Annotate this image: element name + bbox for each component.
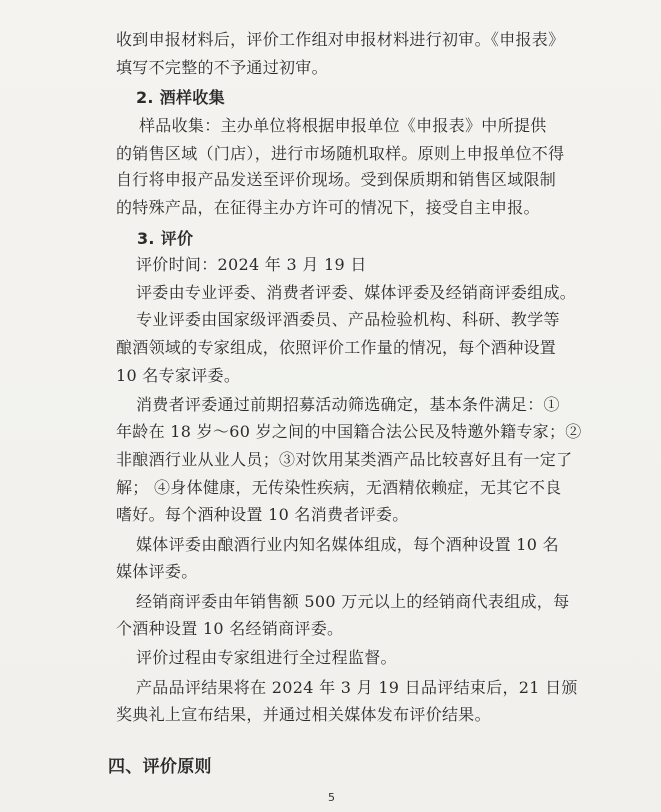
text-line: 消费者评委通过前期招募活动筛选确定，基本条件满足：① — [136, 395, 560, 414]
text-line: 填写不完整的不予通过初审。 — [116, 58, 328, 77]
chapter-heading: 四、评价原则 — [108, 757, 212, 777]
text-line: 收到申报材料后，评价工作组对申报材料进行初审。《申报表》 — [116, 30, 565, 49]
text-line: 非酿酒行业从业人员；③对饮用某类酒产品比较喜好且有一定了 — [116, 450, 573, 469]
text-line: 评价过程由专家组进行全过程监督。 — [136, 648, 397, 667]
text-line: 评价时间：2024 年 3 月 19 日 — [136, 255, 367, 274]
section-heading: 3. 评价 — [137, 229, 194, 248]
text-line: 解； ④身体健康，无传染性疾病，无酒精依赖症，无其它不良 — [116, 478, 562, 497]
text-line: 10 名专家评委。 — [116, 366, 241, 385]
text-line: 嗜好。每个酒种设置 10 名消费者评委。 — [116, 505, 409, 524]
text-line: 媒体评委。 — [116, 562, 198, 581]
text-line: 样品收集：主办单位将根据申报单位《申报表》中所提供 — [139, 116, 547, 135]
text-line: 酿酒领域的专家组成，依照评价工作量的情况，每个酒种设置 — [116, 338, 557, 357]
text-line: 的特殊产品，在征得主办方许可的情况下，接受自主申报。 — [116, 198, 540, 217]
section-heading: 2. 酒样收集 — [136, 88, 225, 107]
text-line: 经销商评委由年销售额 500 万元以上的经销商代表组成，每 — [136, 592, 570, 611]
text-line: 奖典礼上宣布结果，并通过相关媒体发布评价结果。 — [116, 705, 491, 724]
text-line: 年龄在 18 岁～60 岁之间的中国籍合法公民及特邀外籍专家；② — [116, 422, 582, 441]
text-line: 评委由专业评委、消费者评委、媒体评委及经销商评委组成。 — [136, 283, 577, 302]
text-line: 产品品评结果将在 2024 年 3 月 19 日品评结束后，21 日颁 — [136, 678, 578, 697]
text-line: 专业评委由国家级评酒委员、产品检验机构、科研、教学等 — [136, 310, 560, 329]
text-line: 媒体评委由酿酒行业内知名媒体组成，每个酒种设置 10 名 — [136, 535, 559, 554]
text-line: 个酒种设置 10 名经销商评委。 — [116, 619, 344, 638]
page-number: 5 — [328, 791, 335, 804]
text-line: 的销售区域（门店），进行市场随机取样。原则上申报单位不得 — [116, 144, 565, 163]
text-line: 自行将申报产品发送至评价现场。受到保质期和销售区域限制 — [116, 170, 557, 189]
